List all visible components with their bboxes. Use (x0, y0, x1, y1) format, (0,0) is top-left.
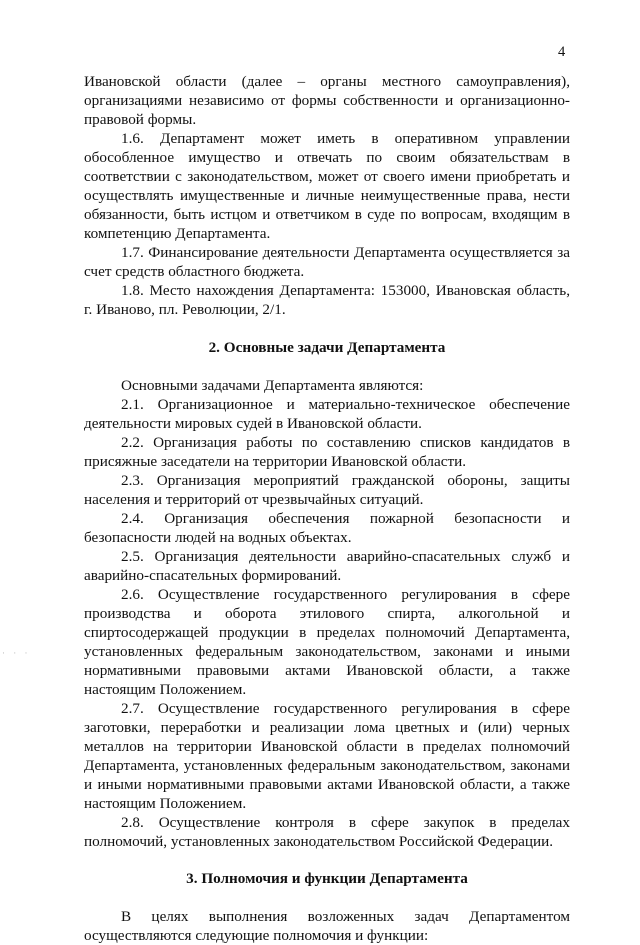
scan-artifact: · · · (2, 648, 31, 658)
task-item-2-8: 2.8. Осуществление контроля в сфере закупок в пределах полномочий, установленных законодательством Российской Федерации. (84, 814, 570, 850)
task-item-2-1: 2.1. Организационное и материально-техническое обеспечение деятельности мировых судей в Ивановской области. (84, 396, 570, 432)
section-3-intro: В целях выполнения возложенных задач Департаментом осуществляются следующие полномочия и функции: (84, 908, 570, 944)
paragraph-1-7: 1.7. Финансирование деятельности Департамента осуществляется за счет средств областного бюджета. (84, 244, 570, 280)
task-item-2-4: 2.4. Организация обеспечения пожарной безопасности и безопасности людей на водных объектах. (84, 510, 570, 546)
section-3-heading: 3. Полномочия и функции Департамента (186, 870, 468, 887)
paragraph-1-8: 1.8. Место нахождения Департамента: 153000, Ивановская область, г. Иваново, пл. Революции, 2/1. (84, 282, 570, 318)
document-body (84, 72, 570, 945)
section-2-intro: Основными задачами Департамента являются: (121, 377, 424, 394)
paragraph-continuation: Ивановской области (далее – органы местного самоуправления), организациями независимо от формы собственности и организационно-правовой формы. (84, 73, 570, 128)
task-item-2-7: 2.7. Осуществление государственного регулирования в сфере заготовки, переработки и реализации лома цветных и (или) черных металлов на территории Ивановской области в пределах полномочий Департамента, установленных федеральным законодательством, законами и иными нормативными правовыми актами Ивановской области, а также настоящим Положением. (84, 700, 570, 812)
task-item-2-6: 2.6. Осуществление государственного регулирования в сфере производства и оборота этилового спирта, алкогольной и спиртосодержащей продукции в пределах полномочий Департамента, установленных федеральным законодательством, законами и иными нормативными правовыми актами Ивановской области, а также настоящим Положением. (84, 586, 570, 698)
task-item-2-2: 2.2. Организация работы по составлению списков кандидатов в присяжные заседатели на территории Ивановской области. (84, 434, 570, 470)
paragraph-1-6: 1.6. Департамент может иметь в оперативном управлении обособленное имущество и отвечать по своим обязательствам в соответствии с законодательством, может от своего имени приобретать и осуществлять имущественные и личные неимущественные права, нести обязанности, быть истцом и ответчиком в суде по вопросам, входящим в компетенцию Департамента. (84, 130, 570, 242)
section-2-heading: 2. Основные задачи Департамента (208, 339, 446, 356)
page-number: 4 (558, 44, 566, 60)
task-item-2-3: 2.3. Организация мероприятий гражданской обороны, защиты населения и территорий от чрезвычайных ситуаций. (84, 472, 570, 508)
task-item-2-5: 2.5. Организация деятельности аварийно-спасательных служб и аварийно-спасательных формирований. (84, 548, 570, 584)
